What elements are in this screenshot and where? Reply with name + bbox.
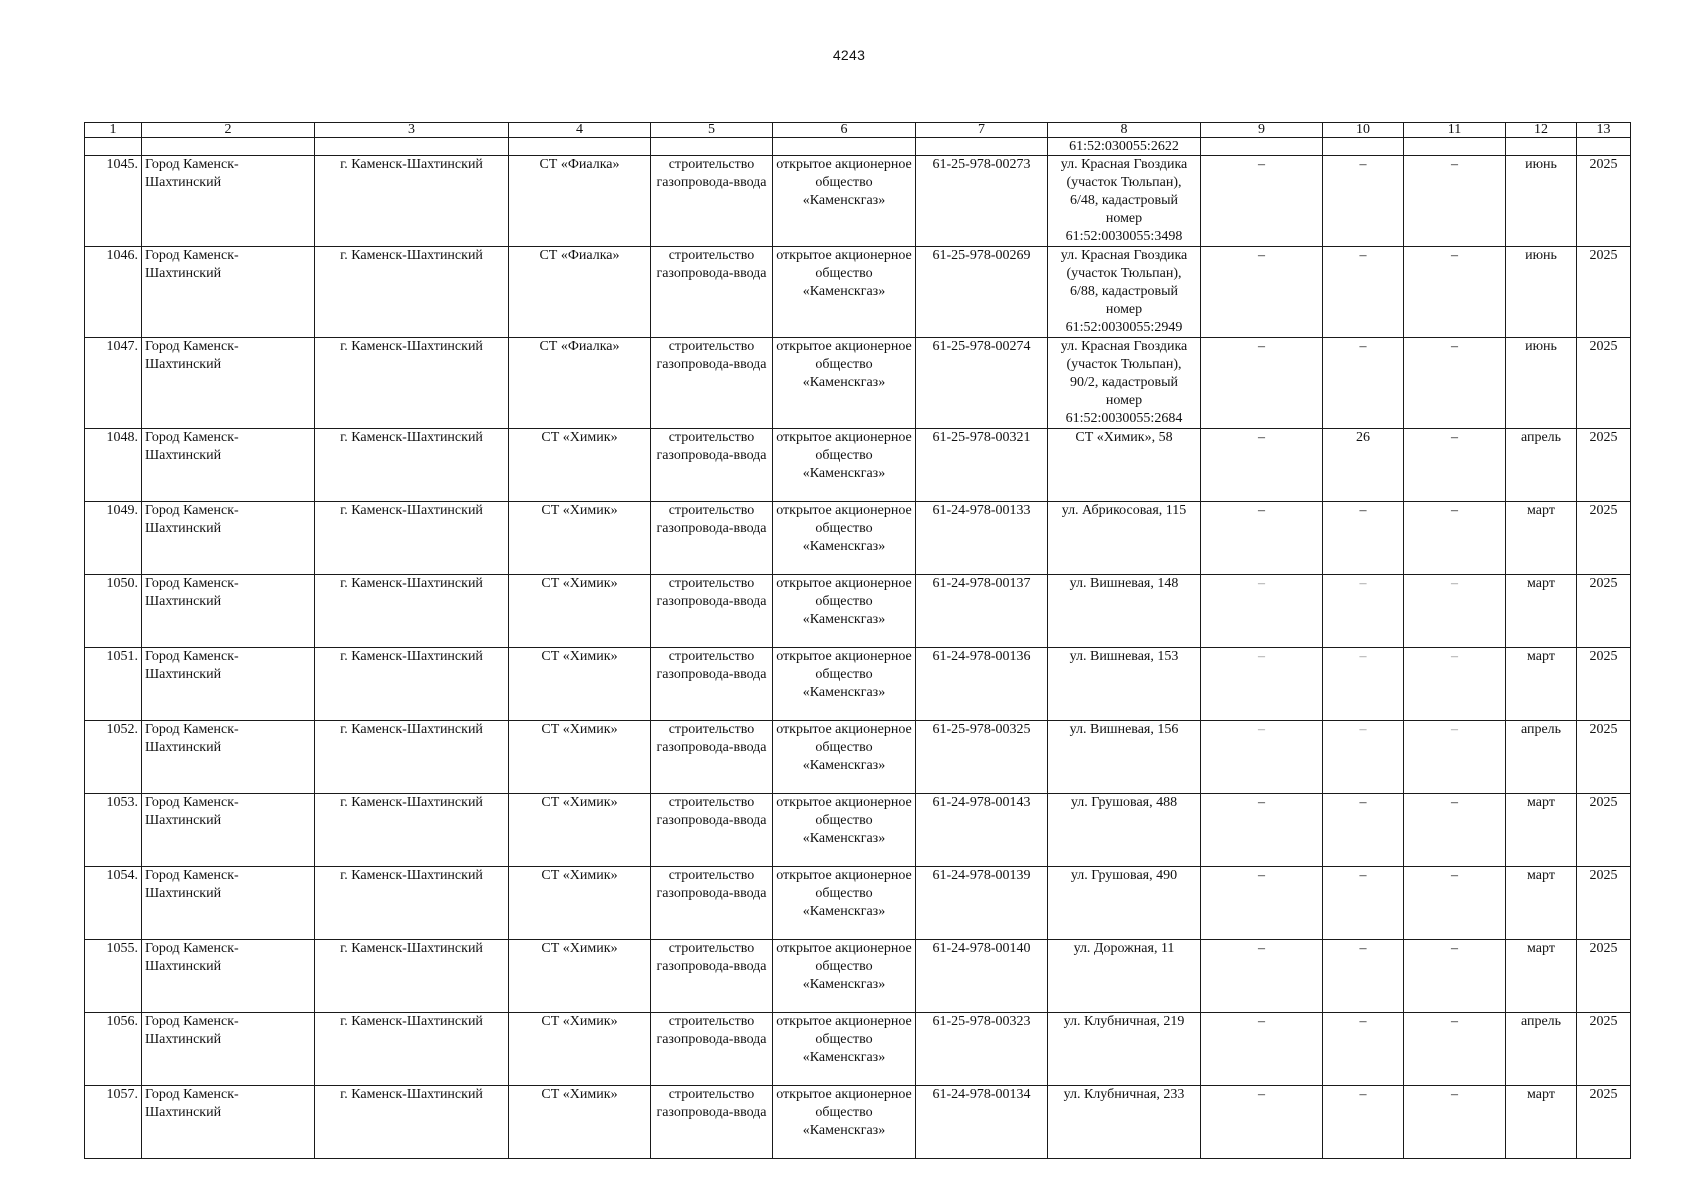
table-cell-col10: – — [1323, 648, 1404, 721]
table-row — [85, 721, 1631, 794]
table-cell-district: Город Каменск-Шахтинский — [142, 794, 315, 867]
table-cell-col9: – — [1201, 502, 1323, 575]
table-cell-year: 2025 — [1577, 721, 1631, 794]
table-cell-work-type: строительство газопровода-ввода — [651, 940, 773, 1013]
table-cell-year: 2025 — [1577, 648, 1631, 721]
table-cell-col11: – — [1404, 575, 1506, 648]
table-cell-month: апрель — [1506, 721, 1577, 794]
column-header: 8 — [1048, 123, 1201, 138]
table-cell-settlement: г. Каменск-Шахтинский — [315, 502, 509, 575]
table-cell-work-type: строительство газопровода-ввода — [651, 1086, 773, 1159]
table-cell-year: 2025 — [1577, 429, 1631, 502]
table-cell-code: 61-24-978-00133 — [916, 502, 1048, 575]
table-cell-address: ул. Абрикосовая, 115 — [1048, 502, 1201, 575]
table-cell-year: 2025 — [1577, 794, 1631, 867]
table-cell-code: 61-24-978-00136 — [916, 648, 1048, 721]
table-cell-col10: 26 — [1323, 429, 1404, 502]
table-cell-district: Город Каменск-Шахтинский — [142, 867, 315, 940]
table-cell-number: 1053. — [85, 794, 142, 867]
table-cell-address: ул. Вишневая, 156 — [1048, 721, 1201, 794]
table-cell — [315, 138, 509, 156]
table-cell-code: 61-25-978-00321 — [916, 429, 1048, 502]
table-cell-year: 2025 — [1577, 575, 1631, 648]
table-row — [85, 247, 1631, 338]
table-cell-work-type: строительство газопровода-ввода — [651, 156, 773, 247]
table-cell — [651, 138, 773, 156]
table-cell-col10: – — [1323, 867, 1404, 940]
table-cell-year: 2025 — [1577, 1086, 1631, 1159]
table-cell-place: СТ «Химик» — [509, 1086, 651, 1159]
table-cell-col11: – — [1404, 1086, 1506, 1159]
table-cell-place: СТ «Фиалка» — [509, 338, 651, 429]
table-cell-number: 1050. — [85, 575, 142, 648]
table-cell-year: 2025 — [1577, 940, 1631, 1013]
table-cell-col9: – — [1201, 156, 1323, 247]
table-cell-work-type: строительство газопровода-ввода — [651, 648, 773, 721]
table-cell-col10: – — [1323, 575, 1404, 648]
table-cell-col11: – — [1404, 794, 1506, 867]
table-cell-settlement: г. Каменск-Шахтинский — [315, 867, 509, 940]
table-cell-col9: – — [1201, 338, 1323, 429]
table-cell-address: ул. Грушовая, 488 — [1048, 794, 1201, 867]
table-row — [85, 156, 1631, 247]
table-cell-organization: открытое акционерное общество «Каменскгаз» — [773, 575, 916, 648]
table-cell — [1404, 138, 1506, 156]
table-cell-place: СТ «Фиалка» — [509, 156, 651, 247]
table-cell-col10: – — [1323, 1013, 1404, 1086]
table-cell-code: 61-24-978-00140 — [916, 940, 1048, 1013]
table-cell-address-continuation: 61:52:030055:2622 — [1048, 138, 1201, 156]
table-cell-organization: открытое акционерное общество «Каменскгаз» — [773, 247, 916, 338]
table-cell-place: СТ «Химик» — [509, 867, 651, 940]
table-cell-month: июнь — [1506, 156, 1577, 247]
table-cell-organization: открытое акционерное общество «Каменскгаз» — [773, 156, 916, 247]
table-cell-col11: – — [1404, 502, 1506, 575]
table-cell-settlement: г. Каменск-Шахтинский — [315, 1013, 509, 1086]
table-cell — [916, 138, 1048, 156]
table-cell-address: ул. Дорожная, 11 — [1048, 940, 1201, 1013]
table-cell-month: апрель — [1506, 429, 1577, 502]
table-cell-year: 2025 — [1577, 247, 1631, 338]
table-cell-month: март — [1506, 648, 1577, 721]
table-cell-col9: – — [1201, 247, 1323, 338]
table-cell-month: июнь — [1506, 338, 1577, 429]
table-cell-address: ул. Клубничная, 233 — [1048, 1086, 1201, 1159]
table-cell-code: 61-24-978-00134 — [916, 1086, 1048, 1159]
table-cell-col9: – — [1201, 721, 1323, 794]
table-row — [85, 1086, 1631, 1159]
table-cell-settlement: г. Каменск-Шахтинский — [315, 721, 509, 794]
table-cell-col10: – — [1323, 794, 1404, 867]
table-cell-organization: открытое акционерное общество «Каменскгаз» — [773, 940, 916, 1013]
table-cell-number: 1052. — [85, 721, 142, 794]
table-cell-month: март — [1506, 502, 1577, 575]
table-cell-place: СТ «Химик» — [509, 502, 651, 575]
table-cell-organization: открытое акционерное общество «Каменскгаз» — [773, 867, 916, 940]
column-header: 7 — [916, 123, 1048, 138]
column-header: 6 — [773, 123, 916, 138]
column-header: 2 — [142, 123, 315, 138]
column-number-row — [85, 123, 1631, 138]
table-cell-col9: – — [1201, 1086, 1323, 1159]
table-cell-work-type: строительство газопровода-ввода — [651, 721, 773, 794]
table-cell-year: 2025 — [1577, 1013, 1631, 1086]
table-cell-work-type: строительство газопровода-ввода — [651, 429, 773, 502]
table-cell-address: СТ «Химик», 58 — [1048, 429, 1201, 502]
table-cell-number: 1049. — [85, 502, 142, 575]
table-cell-number: 1051. — [85, 648, 142, 721]
table-cell-month: март — [1506, 1086, 1577, 1159]
table-cell-place: СТ «Химик» — [509, 429, 651, 502]
table-cell-place: СТ «Химик» — [509, 648, 651, 721]
table-cell-year: 2025 — [1577, 156, 1631, 247]
table-cell-col9: – — [1201, 940, 1323, 1013]
table-cell-place: СТ «Химик» — [509, 575, 651, 648]
table-cell-month: март — [1506, 940, 1577, 1013]
table-cell-year: 2025 — [1577, 338, 1631, 429]
table-cell-col10: – — [1323, 247, 1404, 338]
table-cell-year: 2025 — [1577, 867, 1631, 940]
table-cell-settlement: г. Каменск-Шахтинский — [315, 575, 509, 648]
table-cell-col10: – — [1323, 721, 1404, 794]
table-cell-code: 61-25-978-00273 — [916, 156, 1048, 247]
table-row — [85, 338, 1631, 429]
table-cell — [773, 138, 916, 156]
table-cell-district: Город Каменск-Шахтинский — [142, 721, 315, 794]
table-cell-year: 2025 — [1577, 502, 1631, 575]
column-header: 9 — [1201, 123, 1323, 138]
column-header: 12 — [1506, 123, 1577, 138]
table-cell-place: СТ «Фиалка» — [509, 247, 651, 338]
table-cell-address: ул. Клубничная, 219 — [1048, 1013, 1201, 1086]
table-cell-work-type: строительство газопровода-ввода — [651, 794, 773, 867]
table-row — [85, 502, 1631, 575]
table-cell — [1323, 138, 1404, 156]
table-cell-number: 1045. — [85, 156, 142, 247]
column-header: 13 — [1577, 123, 1631, 138]
table-cell-settlement: г. Каменск-Шахтинский — [315, 794, 509, 867]
table-cell-work-type: строительство газопровода-ввода — [651, 247, 773, 338]
table-cell-district: Город Каменск-Шахтинский — [142, 338, 315, 429]
table-cell — [1201, 138, 1323, 156]
table-cell — [509, 138, 651, 156]
table-cell-col10: – — [1323, 1086, 1404, 1159]
table-cell-place: СТ «Химик» — [509, 794, 651, 867]
column-header: 4 — [509, 123, 651, 138]
gasification-register-table — [84, 122, 1631, 1159]
table-cell — [1506, 138, 1577, 156]
table-cell-address: ул. Красная Гвоздика (участок Тюльпан), 6/48, кадастровый номер 61:52:0030055:3498 — [1048, 156, 1201, 247]
table-cell — [85, 138, 142, 156]
table-cell-organization: открытое акционерное общество «Каменскгаз» — [773, 429, 916, 502]
table-cell-col9: – — [1201, 1013, 1323, 1086]
table-cell-col9: – — [1201, 429, 1323, 502]
table-cell-col11: – — [1404, 429, 1506, 502]
table-row — [85, 794, 1631, 867]
table-cell-month: март — [1506, 867, 1577, 940]
table-cell-district: Город Каменск-Шахтинский — [142, 1086, 315, 1159]
table-cell-code: 61-25-978-00274 — [916, 338, 1048, 429]
table-cell-col11: – — [1404, 247, 1506, 338]
table-cell-organization: открытое акционерное общество «Каменскгаз» — [773, 338, 916, 429]
table-cell-settlement: г. Каменск-Шахтинский — [315, 429, 509, 502]
table-cell-district: Город Каменск-Шахтинский — [142, 648, 315, 721]
table-cell-col11: – — [1404, 648, 1506, 721]
table-cell-col11: – — [1404, 1013, 1506, 1086]
continuation-row — [85, 138, 1631, 156]
table-body — [85, 138, 1631, 1159]
table-row — [85, 575, 1631, 648]
table-cell-work-type: строительство газопровода-ввода — [651, 502, 773, 575]
table-cell-month: апрель — [1506, 1013, 1577, 1086]
table-cell-district: Город Каменск-Шахтинский — [142, 940, 315, 1013]
table-cell-settlement: г. Каменск-Шахтинский — [315, 338, 509, 429]
table-cell-code: 61-25-978-00269 — [916, 247, 1048, 338]
table-cell-col11: – — [1404, 940, 1506, 1013]
table-cell-work-type: строительство газопровода-ввода — [651, 867, 773, 940]
table-cell-place: СТ «Химик» — [509, 1013, 651, 1086]
table-row — [85, 429, 1631, 502]
table-cell-col11: – — [1404, 721, 1506, 794]
table-cell-month: март — [1506, 575, 1577, 648]
table-cell-code: 61-24-978-00137 — [916, 575, 1048, 648]
table-cell-col11: – — [1404, 338, 1506, 429]
table-cell-number: 1055. — [85, 940, 142, 1013]
table-cell-number: 1054. — [85, 867, 142, 940]
page-number: 4243 — [832, 47, 866, 63]
table-cell-work-type: строительство газопровода-ввода — [651, 1013, 773, 1086]
table-cell-organization: открытое акционерное общество «Каменскгаз» — [773, 1086, 916, 1159]
table-cell-code: 61-25-978-00323 — [916, 1013, 1048, 1086]
column-header: 10 — [1323, 123, 1404, 138]
table-cell-month: июнь — [1506, 247, 1577, 338]
table-cell-settlement: г. Каменск-Шахтинский — [315, 1086, 509, 1159]
table-row — [85, 648, 1631, 721]
table-cell-code: 61-25-978-00325 — [916, 721, 1048, 794]
table-cell-month: март — [1506, 794, 1577, 867]
table-cell — [1577, 138, 1631, 156]
table-cell-code: 61-24-978-00143 — [916, 794, 1048, 867]
table-cell-address: ул. Вишневая, 153 — [1048, 648, 1201, 721]
table-cell-address: ул. Красная Гвоздика (участок Тюльпан), 6/88, кадастровый номер 61:52:0030055:2949 — [1048, 247, 1201, 338]
table-cell-address: ул. Вишневая, 148 — [1048, 575, 1201, 648]
table-cell-place: СТ «Химик» — [509, 940, 651, 1013]
table-cell-number: 1057. — [85, 1086, 142, 1159]
table-cell-number: 1047. — [85, 338, 142, 429]
table-cell-col9: – — [1201, 794, 1323, 867]
table-cell-organization: открытое акционерное общество «Каменскгаз» — [773, 794, 916, 867]
table-cell-col11: – — [1404, 156, 1506, 247]
table-cell-organization: открытое акционерное общество «Каменскгаз» — [773, 1013, 916, 1086]
table-cell-district: Город Каменск-Шахтинский — [142, 1013, 315, 1086]
table-cell-address: ул. Красная Гвоздика (участок Тюльпан), 90/2, кадастровый номер 61:52:0030055:2684 — [1048, 338, 1201, 429]
table-cell-place: СТ «Химик» — [509, 721, 651, 794]
table-row — [85, 940, 1631, 1013]
table-cell-district: Город Каменск-Шахтинский — [142, 502, 315, 575]
table-cell-col9: – — [1201, 575, 1323, 648]
table-cell-district: Город Каменск-Шахтинский — [142, 429, 315, 502]
table-cell-district: Город Каменск-Шахтинский — [142, 156, 315, 247]
table-header — [85, 123, 1631, 138]
table-cell-district: Город Каменск-Шахтинский — [142, 247, 315, 338]
table-cell-organization: открытое акционерное общество «Каменскгаз» — [773, 648, 916, 721]
table-cell — [142, 138, 315, 156]
table-row — [85, 1013, 1631, 1086]
table-cell-organization: открытое акционерное общество «Каменскгаз» — [773, 721, 916, 794]
table-cell-work-type: строительство газопровода-ввода — [651, 338, 773, 429]
column-header: 3 — [315, 123, 509, 138]
table-cell-col10: – — [1323, 338, 1404, 429]
table-cell-settlement: г. Каменск-Шахтинский — [315, 156, 509, 247]
table-cell-district: Город Каменск-Шахтинский — [142, 575, 315, 648]
table-cell-col10: – — [1323, 502, 1404, 575]
table-cell-organization: открытое акционерное общество «Каменскгаз» — [773, 502, 916, 575]
table-cell-col9: – — [1201, 648, 1323, 721]
table-cell-col10: – — [1323, 940, 1404, 1013]
table-cell-settlement: г. Каменск-Шахтинский — [315, 940, 509, 1013]
table-cell-col10: – — [1323, 156, 1404, 247]
table-row — [85, 867, 1631, 940]
table-cell-address: ул. Грушовая, 490 — [1048, 867, 1201, 940]
table-cell-col9: – — [1201, 867, 1323, 940]
table-cell-code: 61-24-978-00139 — [916, 867, 1048, 940]
table-cell-number: 1048. — [85, 429, 142, 502]
column-header: 1 — [85, 123, 142, 138]
table-cell-number: 1056. — [85, 1013, 142, 1086]
table-cell-col11: – — [1404, 867, 1506, 940]
table-cell-work-type: строительство газопровода-ввода — [651, 575, 773, 648]
table-cell-number: 1046. — [85, 247, 142, 338]
column-header: 11 — [1404, 123, 1506, 138]
column-header: 5 — [651, 123, 773, 138]
table-cell-settlement: г. Каменск-Шахтинский — [315, 247, 509, 338]
table-cell-settlement: г. Каменск-Шахтинский — [315, 648, 509, 721]
